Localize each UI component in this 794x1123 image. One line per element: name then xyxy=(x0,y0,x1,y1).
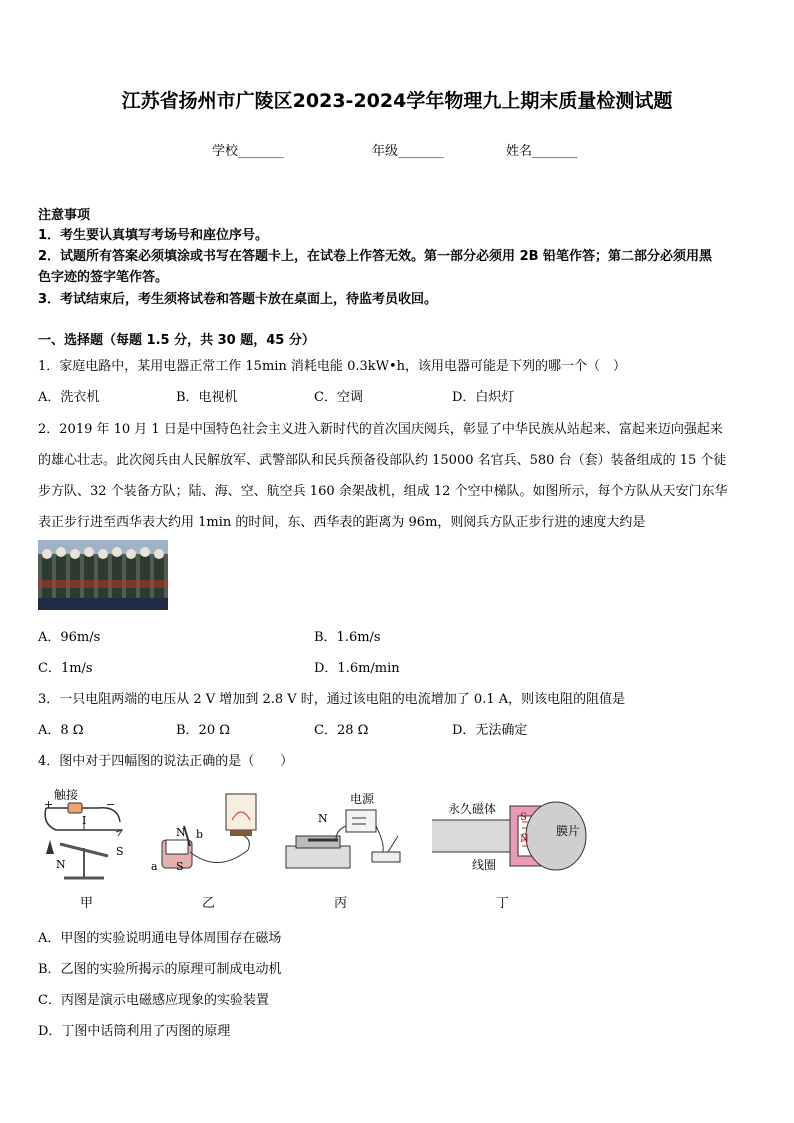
school-field: 学校_______ xyxy=(212,144,284,159)
q3-option-b: B．20 Ω xyxy=(176,723,231,738)
q3-stem: 3．一只电阻两端的电压从 2 V 增加到 2.8 V 时，通过该电阻的电流增加了 0.1 A，则该电阻的阻值是 xyxy=(38,692,626,707)
label-n4: N xyxy=(520,834,529,845)
caption-yi: 乙 xyxy=(202,896,216,911)
section-heading: 一、选择题（每题 1.5 分，共 30 题，45 分） xyxy=(38,333,315,348)
name-field: 姓名_______ xyxy=(506,144,578,159)
notice-item: 色字迹的签字笔作答。 xyxy=(38,270,169,285)
figure-yi xyxy=(148,790,268,880)
notice-item: 1．考生要认真填写考场号和座位序号。 xyxy=(38,228,269,243)
q4-option-c: C．丙图是演示电磁感应现象的实验装置 xyxy=(38,993,269,1008)
grade-field: 年级_______ xyxy=(372,144,444,159)
notice-item: 2．试题所有答案必须填涂或书写在答题卡上，在试卷上作答无效。第一部分必须用 2B 铅笔作答；第二部分必须用黑 xyxy=(38,249,713,264)
caption-jia: 甲 xyxy=(80,896,94,911)
notice-item: 3．考试结束后，考生须将试卷和答题卡放在桌面上，待监考员收回。 xyxy=(38,292,438,307)
label-coil: 线圈 xyxy=(472,858,497,872)
q2-option-a: A．96m/s xyxy=(38,630,101,645)
label-s2: S xyxy=(176,860,184,873)
parade-illustration xyxy=(38,540,168,610)
q4-option-b: B．乙图的实验所揭示的原理可制成电动机 xyxy=(38,962,282,977)
q4-option-d: D．丁图中话筒利用了丙图的原理 xyxy=(38,1024,231,1039)
label-plus: + xyxy=(44,798,54,811)
parade-photo xyxy=(38,540,168,610)
label-n: N xyxy=(56,858,66,871)
label-film: 膜片 xyxy=(556,824,581,838)
q1-stem: 1．家庭电路中，某用电器正常工作 15min 消耗电能 0.3kW•h，该用电器可能是下列的哪一个（ ） xyxy=(38,359,627,374)
q2-line: 步方队、32 个装备方队；陆、海、空、航空兵 160 余架战机，组成 12 个空中梯队。如图所示，每个方队从天安门东华 xyxy=(38,484,728,499)
q4-stem: 4．图中对于四幅图的说法正确的是（ ） xyxy=(38,754,294,769)
label-b: b xyxy=(196,828,204,841)
q2-option-c: C．1m/s xyxy=(38,661,93,676)
q1-option-a: A．洗衣机 xyxy=(38,390,100,405)
q3-option-c: C．28 Ω xyxy=(314,723,369,738)
q2-line: 2．2019 年 10 月 1 日是中国特色社会主义进入新时代的首次国庆阅兵，彰显了中华民族从站起来、富起来迈向强起来 xyxy=(38,422,723,437)
q3-option-a: A．8 Ω xyxy=(38,723,84,738)
label-s: S xyxy=(116,845,124,858)
notice-heading: 注意事项 xyxy=(38,208,91,223)
q2-line: 表正步行进至西华表大约用 1min 的时间，东、西华表的距离为 96m，则阅兵方队正步行进的速度大约是 xyxy=(38,515,646,530)
label-minus: − xyxy=(106,798,116,811)
page-title: 江苏省扬州市广陵区2023-2024学年物理九上期末质量检测试题 xyxy=(121,90,673,112)
label-n3: N xyxy=(318,812,328,825)
label-n2: N xyxy=(176,826,186,839)
label-touch: 触接 xyxy=(54,788,79,802)
q2-option-b: B．1.6m/s xyxy=(314,630,381,645)
q3-option-d: D．无法确定 xyxy=(452,723,528,738)
caption-ding: 丁 xyxy=(496,896,510,911)
q1-option-c: C．空调 xyxy=(314,390,363,405)
label-a: a xyxy=(151,860,158,873)
q2-option-d: D．1.6m/min xyxy=(314,661,400,676)
caption-bing: 丙 xyxy=(334,896,348,911)
label-s4: S xyxy=(520,812,527,823)
q4-option-a: A．甲图的实验说明通电导体周围存在磁场 xyxy=(38,931,282,946)
label-magnet: 永久磁体 xyxy=(448,802,497,816)
q1-option-d: D．白炽灯 xyxy=(452,390,515,405)
q2-line: 的雄心壮志。此次阅兵由人民解放军、武警部队和民兵预备役部队约 15000 名官兵、580 台（套）装备组成的 15 个徒 xyxy=(38,453,727,468)
q1-option-b: B．电视机 xyxy=(176,390,238,405)
label-power: 电源 xyxy=(350,792,375,806)
figure-bing xyxy=(280,790,410,880)
label-current: I xyxy=(82,814,87,827)
